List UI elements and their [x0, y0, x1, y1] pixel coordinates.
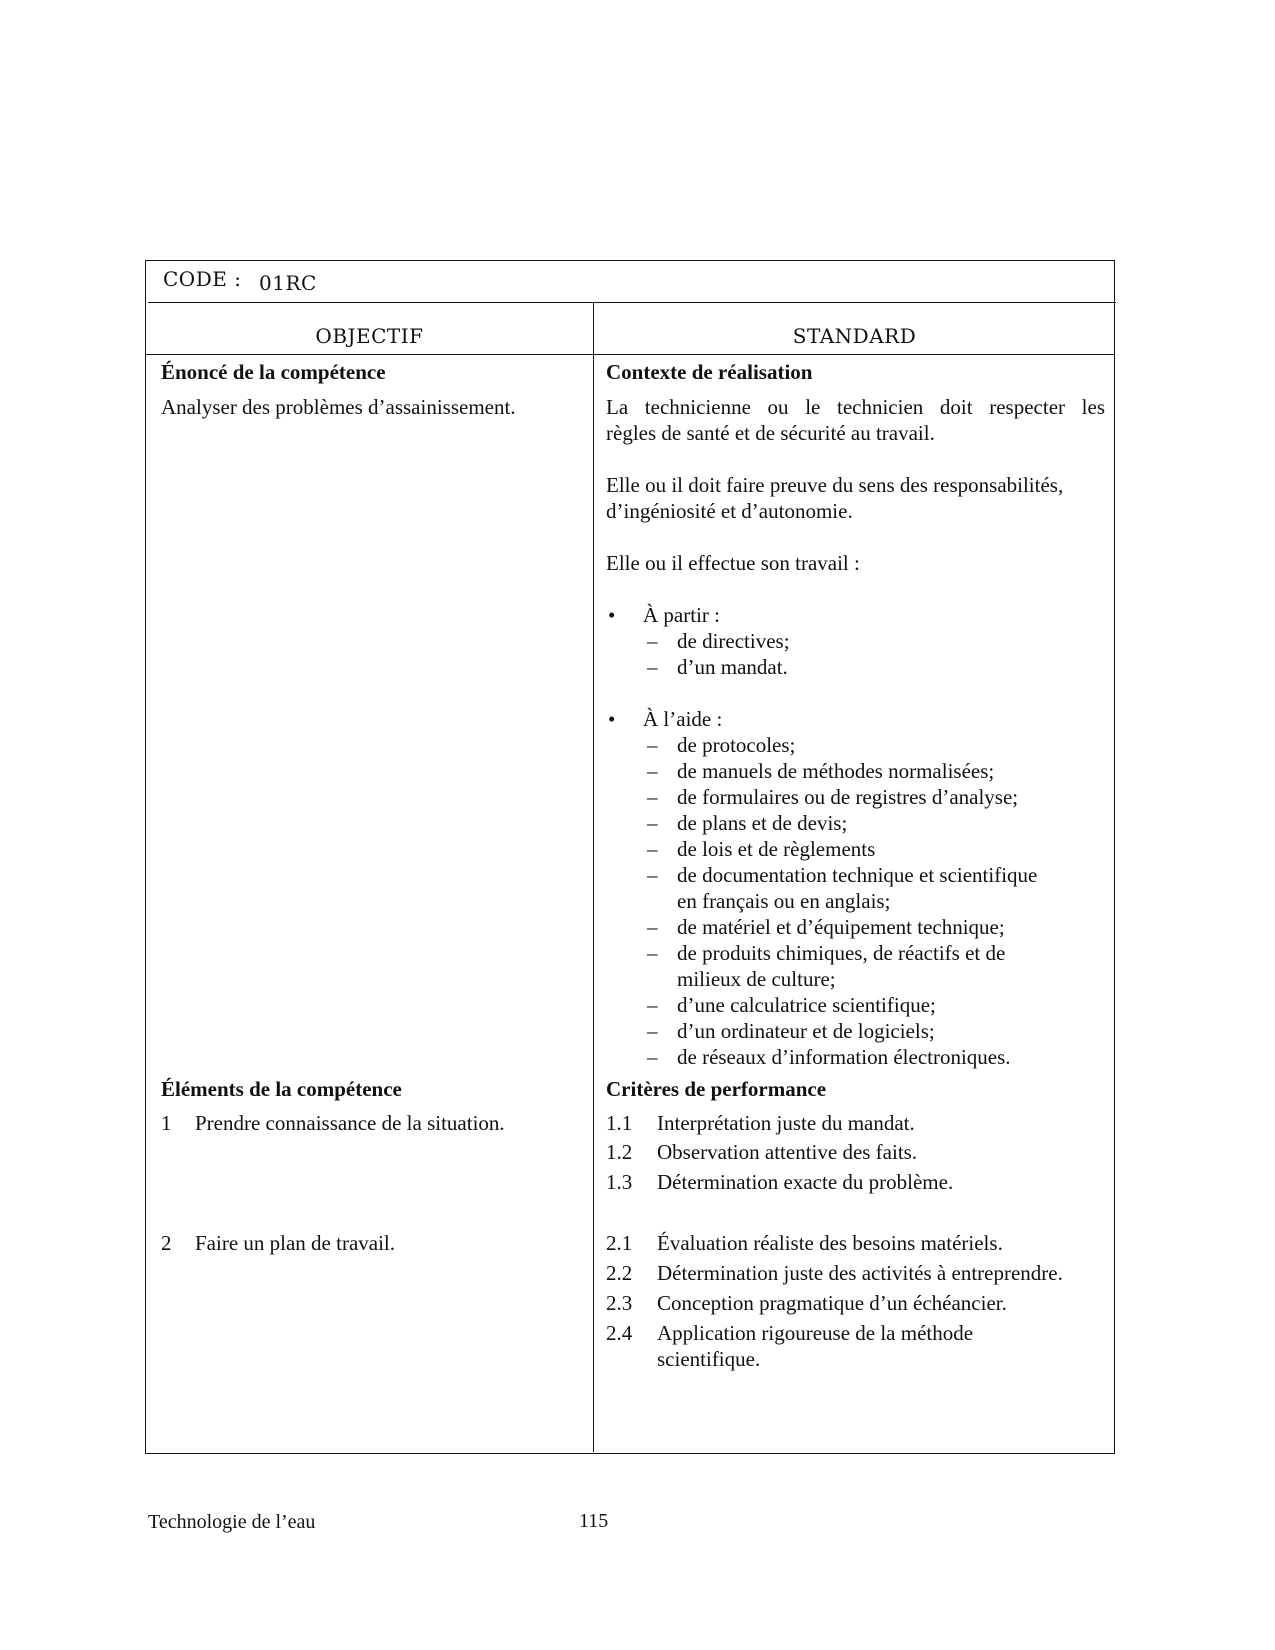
contexte-paragraph-1-line-1: La technicienne ou le technicien doit respecter les — [606, 395, 1105, 419]
criterion-number: 2.1 — [606, 1231, 633, 1255]
criterion-text: Évaluation réaliste des besoins matériels. — [657, 1231, 1003, 1255]
list-item: en français ou en anglais; — [677, 889, 891, 913]
contexte-paragraph-1-line-2: règles de santé et de sécurité au travail. — [606, 421, 935, 445]
criterion-number: 2.4 — [606, 1321, 633, 1345]
enonce-title: Énoncé de la compétence — [161, 360, 386, 384]
dash-icon: – — [647, 655, 658, 679]
list-item: d’un mandat. — [677, 655, 788, 679]
table-border-bottom — [146, 1453, 1115, 1454]
table-border-right — [1114, 260, 1115, 1454]
list-item: de protocoles; — [677, 733, 796, 757]
element-text: Prendre connaissance de la situation. — [195, 1111, 505, 1135]
criterion-text: Détermination exacte du problème. — [657, 1170, 954, 1194]
column-divider — [593, 302, 594, 1452]
dash-icon: – — [647, 811, 658, 835]
list-item: de formulaires ou de registres d’analyse; — [677, 785, 1019, 809]
contexte-title: Contexte de réalisation — [606, 360, 813, 384]
code-row-divider — [148, 302, 1116, 303]
dash-icon: – — [647, 941, 658, 965]
criterion-number: 1.2 — [606, 1140, 633, 1164]
contexte-paragraph-2-line-1: Elle ou il doit faire preuve du sens des responsabilités, — [606, 473, 1064, 497]
list-item: d’une calculatrice scientifique; — [677, 993, 936, 1017]
element-text: Faire un plan de travail. — [195, 1231, 396, 1255]
list-item: de réseaux d’information électroniques. — [677, 1045, 1011, 1069]
dash-icon: – — [647, 915, 658, 939]
list-item: de produits chimiques, de réactifs et de — [677, 941, 1006, 965]
dash-icon: – — [647, 863, 658, 887]
list-item: de lois et de règlements — [677, 837, 876, 861]
criterion-text: Application rigoureuse de la méthode — [657, 1321, 974, 1345]
criterion-number: 2.2 — [606, 1261, 633, 1285]
header-standard: STANDARD — [792, 324, 917, 348]
criterion-number: 2.3 — [606, 1291, 633, 1315]
header-row-divider — [146, 354, 1115, 355]
dash-icon: – — [647, 759, 658, 783]
contexte-paragraph-3: Elle ou il effectue son travail : — [606, 551, 860, 575]
bullet-icon: • — [608, 707, 616, 731]
criterion-number: 1.1 — [606, 1111, 633, 1135]
dash-icon: – — [647, 785, 658, 809]
table-border-left — [145, 260, 146, 1454]
list-item: de manuels de méthodes normalisées; — [677, 759, 995, 783]
table-border-top — [146, 260, 1115, 261]
header-objectif: OBJECTIF — [315, 324, 424, 348]
element-number: 2 — [161, 1231, 172, 1255]
criterion-text: Observation attentive des faits. — [657, 1140, 918, 1164]
criterion-text: scientifique. — [657, 1347, 761, 1371]
list-item: milieux de culture; — [677, 967, 836, 991]
criteres-title: Critères de performance — [606, 1077, 827, 1101]
criterion-text: Détermination juste des activités à entreprendre. — [657, 1261, 1063, 1285]
contexte-paragraph-2-line-2: d’ingéniosité et d’autonomie. — [606, 499, 853, 523]
bullet-icon: • — [608, 603, 616, 627]
code-value: 01RC — [259, 271, 317, 295]
enonce-text: Analyser des problèmes d’assainissement. — [161, 395, 516, 419]
list-item: de documentation technique et scientifique — [677, 863, 1038, 887]
list-item: d’un ordinateur et de logiciels; — [677, 1019, 935, 1043]
list-item: de directives; — [677, 629, 790, 653]
dash-icon: – — [647, 1045, 658, 1069]
dash-icon: – — [647, 837, 658, 861]
page-number: 115 — [579, 1510, 609, 1532]
bullet-heading: À partir : — [643, 603, 720, 627]
footer-title: Technologie de l’eau — [148, 1511, 316, 1533]
criterion-text: Interprétation juste du mandat. — [657, 1111, 915, 1135]
list-item: de matériel et d’équipement technique; — [677, 915, 1005, 939]
dash-icon: – — [647, 629, 658, 653]
elements-title: Éléments de la compétence — [161, 1077, 402, 1101]
list-item: de plans et de devis; — [677, 811, 848, 835]
element-number: 1 — [161, 1111, 172, 1135]
bullet-heading: À l’aide : — [643, 707, 723, 731]
criterion-text: Conception pragmatique d’un échéancier. — [657, 1291, 1007, 1315]
dash-icon: – — [647, 1019, 658, 1043]
criterion-number: 1.3 — [606, 1170, 633, 1194]
dash-icon: – — [647, 733, 658, 757]
dash-icon: – — [647, 993, 658, 1017]
code-label: CODE : — [163, 267, 242, 291]
